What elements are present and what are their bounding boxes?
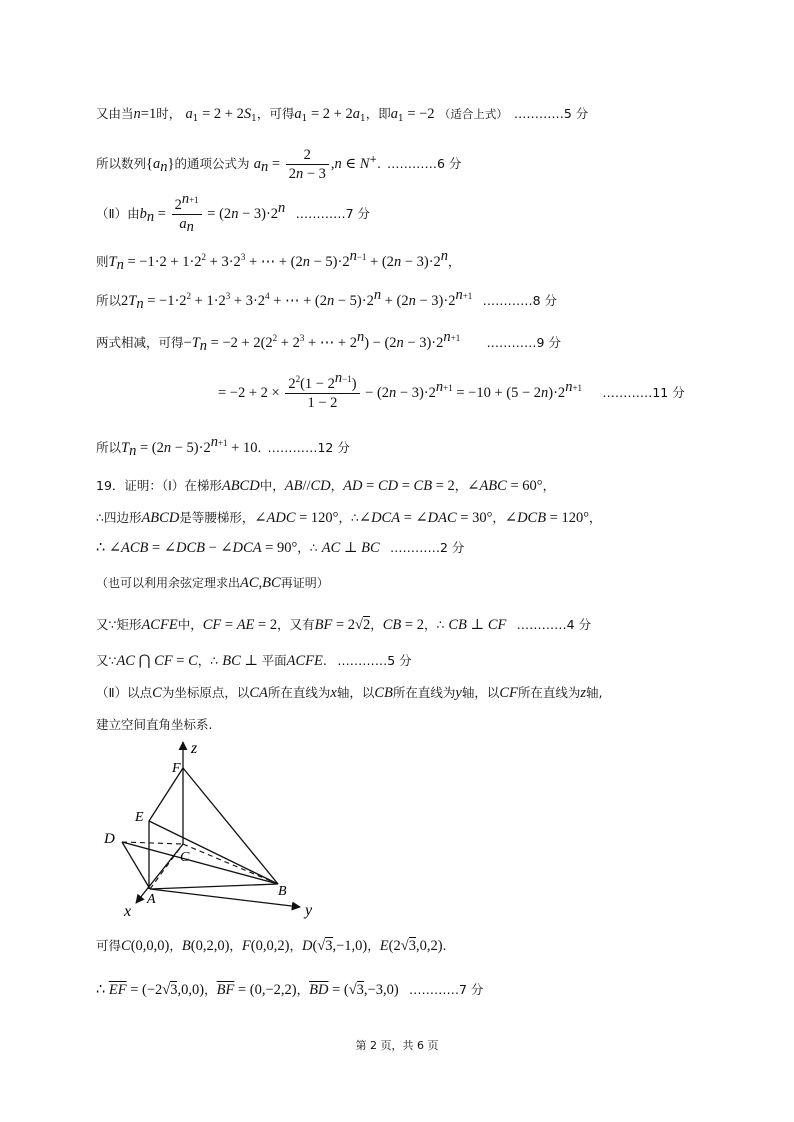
line-14: 又∵AC ⋂ CF = C，∴ BC ⊥ 平面ACFE. …………5 分 [96, 653, 412, 669]
line-10: ∴四边形ABCD是等腰梯形，∠ADC = 120°，∴∠DCA = ∠DAC = 30°，∠DCB = 120°， [96, 510, 602, 526]
line-2: 所以数列$\{a_n\}$的通项公式为 $a_n$ = $\frac{2}{2n - 3}$ ,n ∈ N+. …………6 分 [96, 147, 462, 182]
score-5: …………5 分 [513, 106, 589, 121]
page-footer: 第 2 页，共 6 页 [355, 1039, 439, 1052]
score-9: …………9 分 [486, 335, 561, 350]
label-y: y [305, 902, 313, 919]
score-7b: …………7 分 [408, 982, 484, 997]
line-6: 两式相减，可得$-T_n = -2 + 2(2^2 + 2^3$ + ⋯ + $2^n) - (2n - 3)\cdot 2^{n+1}$ …………9 分 [96, 329, 561, 354]
line-1: 又由当n=1时， $a_1 = 2 + 2S_1$，可得$a_1 = 2 + 2a_1$，即$a_1 = -2$ （适合上式） …………5 分 [96, 106, 589, 124]
line-18: ∴ $\overline{EF} = (-2√3,0,0)$，$\overline{BF} = (0,-2,2)$，$\overline{BD} = (√3,-3,0)$ …………7 分 [96, 982, 484, 998]
score-6: …………6 分 [386, 156, 462, 171]
score-12: …………12 分 [267, 440, 350, 455]
line-9: 19．证明：（Ⅰ）在梯形ABCD中，AB//CD，AD = CD = CB = 2，∠ABC = 60°， [96, 478, 556, 494]
label-D: D [104, 831, 115, 847]
line-5: 所以$2T_n = -1\cdot 2^2 + 1\cdot 2^3 + 3\cdot 2^4$ + ⋯ + $(2n - 5)\cdot 2^n + (2n - 3)\cdot 2^{n+1}$ …………8 分 [96, 287, 558, 312]
score-4: …………4 分 [516, 617, 592, 632]
label-A: A [147, 892, 156, 907]
line-8: 所以$T_n = (2n - 5)\cdot 2^{n+1} + 10$. …………12 分 [96, 434, 350, 459]
label-F: F [172, 761, 181, 776]
line-3: （Ⅱ）由$b_n$ = $\frac{2^{n+1}}{a_n}$ = $(2n - 3)\cdot 2^n$ …………7 分 [96, 191, 371, 235]
line-4: 则$T_n = -1\cdot 2 + 1\cdot 2^2 + 3\cdot 2^3$ + ⋯ + $(2n - 5)\cdot 2^{n-1} + (2n - 3)\cdot 2^n$， [96, 248, 461, 273]
label-x: x [124, 903, 132, 920]
line-7: = −2 + 2 × $\frac{2^2(1 - 2^{n-1})}{1 - 2}$ − $(2n - 3)\cdot 2^{n+1} = -10 + (5 - 2n)\cdot 2^{n+1}$ …………11 分 [218, 370, 685, 411]
line-15: （Ⅱ）以点C为坐标原点，以CA所在直线为x轴，以CB所在直线为y轴，以CF所在直线为z轴, [96, 685, 603, 701]
line-12: （也可以利用余弦定理求出AC,BC再证明） [96, 575, 329, 591]
label-z: z [191, 740, 198, 757]
label-C: C [180, 850, 190, 865]
coordinate-figure [96, 735, 336, 925]
score-11: …………11 分 [602, 385, 685, 400]
score-2: …………2 分 [389, 540, 465, 555]
label-E: E [135, 810, 144, 825]
score-7a: …………7 分 [295, 206, 371, 221]
line-17: 可得C(0,0,0)，B(0,2,0)，F(0,0,2)，D(√3,−1,0)，E(2√3,0,2). [96, 938, 447, 954]
score-5b: …………5 分 [337, 653, 412, 668]
score-8: …………8 分 [482, 293, 558, 308]
line-13: 又∵矩形ACFE中，CF = AE = 2，又有BF = 2√2，CB = 2，∴ CB ⊥ CF …………4 分 [96, 617, 592, 633]
line-11: ∴ ∠ACB = ∠DCB − ∠DCA = 90°，∴ AC ⊥ BC …………2 分 [96, 540, 465, 556]
line-16: 建立空间直角坐标系. [96, 717, 213, 732]
x-axis [136, 844, 183, 903]
label-B: B [278, 884, 287, 899]
